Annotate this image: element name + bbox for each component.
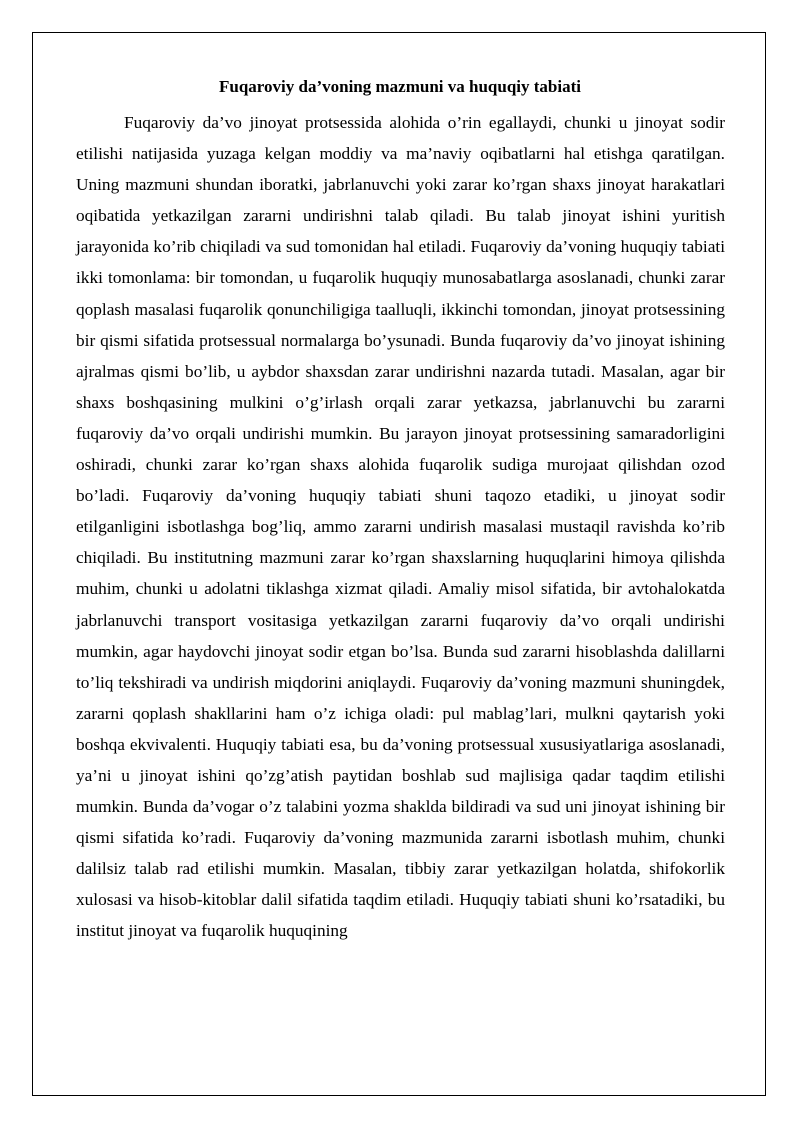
body-paragraph: Fuqaroviy da’vo jinoyat protsessida alohida o’rin egallaydi, chunki u jinoyat sodir etilishi natijasida yuzaga kelgan moddiy va ma’naviy oqibatlarni hal etishga qaratilgan. Uning mazmuni shundan iboratki, jabrlanuvchi yoki zarar ko’rgan shaxs jinoyat harakatlari oqibatida yetkazilgan zararni undirishni talab qiladi. Bu talab jinoyat ishini yuritish jarayonida ko’rib chiqiladi va sud tomonidan hal etiladi. Fuqaroviy da’voning huquqiy tabiati ikki tomonlama: bir tomondan, u fuqarolik huquqiy munosabatlarga asoslanadi, chunki zarar qoplash masalasi fuqarolik qonunchiligiga taalluqli, ikkinchi tomondan, jinoyat protsessining bir qismi sifatida protsessual normalarga bo’ysunadi. Bunda fuqaroviy da’vo jinoyat ishining ajralmas qismi bo’lib, u aybdor shaxsdan zarar undirishni nazarda tutadi. Masalan, agar bir shaxs boshqasining mulkini o’g’irlash orqali zarar yetkazsa, jabrlanuvchi bu zararni fuqaroviy da’vo orqali undirishi mumkin. Bu jarayon jinoyat protsessining samaradorligini oshiradi, chunki zarar ko’rgan shaxs alohida fuqarolik sudiga murojaat qilishdan ozod bo’ladi. Fuqaroviy da’voning huquqiy tabiati shuni taqozo etadiki, u jinoyat sodir etilganligini isbotlashga bog’liq, ammo zararni undirish masalasi mustaqil ravishda ko’rib chiqiladi. Bu institutning mazmuni zarar ko’rgan shaxslarning huquqlarini himoya qilishda muhim, chunki u adolatni tiklashga xizmat qiladi. Amaliy misol sifatida, bir avtohalokatda jabrlanuvchi transport vositasiga yetkazilgan zararni fuqaroviy da’vo orqali undirishi mumkin, agar haydovchi jinoyat sodir etgan bo’lsa. Bunda sud zararni hisoblashda dalillarni to’liq tekshiradi va undirish miqdorini aniqlaydi. Fuqaroviy da’voning mazmuni shuningdek, zararni qoplash shakllarini ham o’z ichiga oladi: pul mablag’lari, mulkni qaytarish yoki boshqa ekvivalenti. Huquqiy tabiati esa, bu da’voning protsessual xususiyatlariga asoslanadi, ya’ni u jinoyat ishini qo’zg’atish paytidan boshlab sud majlisiga qadar taqdim etilishi mumkin. Bunda da’vogar o’z talabini yozma shaklda bildiradi va sud uni jinoyat ishining bir qismi sifatida ko’radi. Fuqaroviy da’voning mazmunida zararni isbotlash muhim, chunki dalilsiz talab rad etilishi mumkin. Masalan, tibbiy zarar yetkazilgan holatda, shifokorlik xulosasi va hisob-kitoblar dalil sifatida taqdim etiladi. Huquqiy tabiati shuni ko’rsatadiki, bu institut jinoyat va fuqarolik huquqining — [76, 113, 725, 941]
document-title: Fuqaroviy da’voning mazmuni va huquqiy tabiati — [219, 77, 581, 96]
